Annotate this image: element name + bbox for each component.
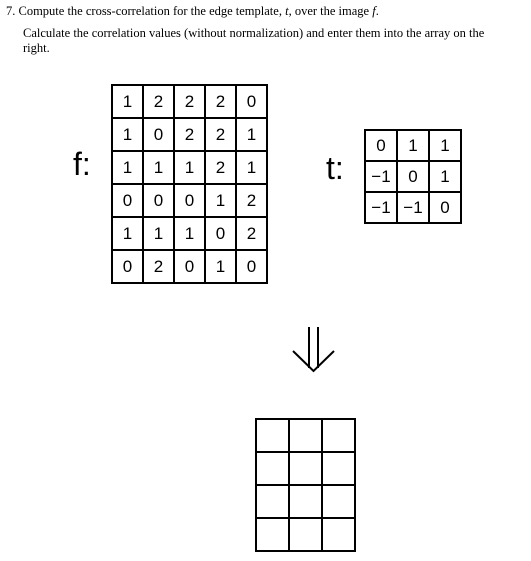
template-variable: t [285,4,289,18]
result-cell[interactable] [289,452,322,485]
template-t-cell: −1 [365,161,397,192]
image-f-row [112,85,267,118]
image-f-cell: 0 [236,85,267,118]
image-f-cell: 2 [236,217,267,250]
image-f-cell: 0 [112,250,143,283]
result-cell[interactable] [256,485,289,518]
image-f-grid [111,84,268,284]
image-f-cell: 1 [236,151,267,184]
image-f-cell: 2 [205,118,236,151]
image-f-row [112,118,267,151]
image-f-cell: 2 [205,85,236,118]
image-f-cell: 2 [236,184,267,217]
image-f-cell: 1 [112,118,143,151]
image-f-cell: 1 [143,151,174,184]
question-number: 7. [6,4,16,18]
image-f-cell: 2 [174,85,205,118]
template-t-cell: 0 [397,161,429,192]
image-f-cell: 2 [205,151,236,184]
image-f-cell: 1 [143,217,174,250]
image-f-cell: 2 [174,118,205,151]
image-f-cell: 0 [236,250,267,283]
result-cell[interactable] [289,518,322,551]
result-answer-grid [255,418,356,552]
template-t-cell: 0 [429,192,461,223]
image-f-cell: 1 [205,250,236,283]
template-t-row [365,130,461,161]
instructions-line-2: right. [23,41,50,55]
template-t-grid [364,129,462,224]
image-f-cell: 1 [236,118,267,151]
double-down-arrow-icon [291,325,337,373]
template-t-cell: −1 [365,192,397,223]
template-t-row [365,161,461,192]
result-row [256,419,355,452]
image-f-row [112,151,267,184]
result-row [256,518,355,551]
result-row [256,485,355,518]
instructions-line-1: Calculate the correlation values (without normalization) and enter them into the array on the [23,26,485,40]
image-f-row [112,217,267,250]
result-cell[interactable] [289,485,322,518]
result-cell[interactable] [322,518,355,551]
image-f-row [112,184,267,217]
image-f-cell: 0 [143,118,174,151]
template-t-cell: 0 [365,130,397,161]
result-cell[interactable] [256,419,289,452]
template-t-cell: 1 [429,130,461,161]
result-cell[interactable] [322,452,355,485]
template-t-row [365,192,461,223]
image-f-cell: 1 [112,85,143,118]
template-t-cell: −1 [397,192,429,223]
image-f-cell: 1 [205,184,236,217]
image-f-row [112,250,267,283]
result-cell[interactable] [322,485,355,518]
image-f-cell: 2 [143,250,174,283]
question-prompt-middle: , over the image [288,4,373,18]
result-cell[interactable] [256,518,289,551]
image-f-cell: 0 [112,184,143,217]
image-f-label: f: [73,146,91,182]
image-f-cell: 1 [174,217,205,250]
question-prompt-end: . [375,4,379,18]
image-f-cell: 0 [174,184,205,217]
image-f-cell: 2 [143,85,174,118]
image-f-cell: 0 [205,217,236,250]
image-variable: f [372,4,376,18]
image-f-cell: 1 [174,151,205,184]
image-f-cell: 1 [112,151,143,184]
image-f-cell: 0 [143,184,174,217]
question-instructions [23,26,523,56]
image-f-cell: 1 [112,217,143,250]
image-f-cell: 0 [174,250,205,283]
template-t-cell: 1 [429,161,461,192]
result-cell[interactable] [322,419,355,452]
result-cell[interactable] [289,419,322,452]
question-heading [6,4,379,19]
result-cell[interactable] [256,452,289,485]
template-t-label: t: [326,150,344,186]
result-row [256,452,355,485]
question-prompt-start: Compute the cross-correlation for the edge template, [18,4,286,18]
template-t-cell: 1 [397,130,429,161]
